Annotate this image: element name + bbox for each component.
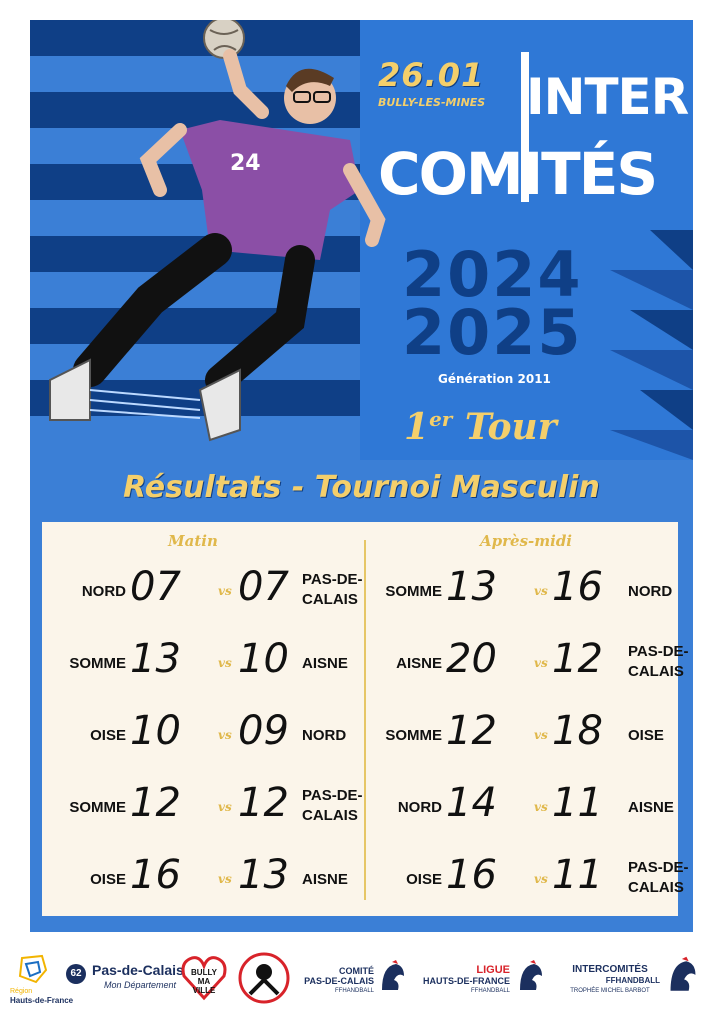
intercomites-line2: FFHANDBALL: [605, 976, 660, 985]
away-team: AISNE: [628, 799, 674, 816]
region-line1: Région: [10, 988, 33, 995]
home-team: NORD: [81, 583, 126, 600]
away-score: 13: [238, 852, 289, 898]
vs-label: vs: [534, 656, 548, 670]
home-team: OISE: [90, 871, 126, 888]
away-score: 10: [238, 636, 289, 682]
ligue-line1: LIGUE: [476, 964, 510, 976]
away-score: 11: [552, 780, 603, 826]
vs-label: vs: [218, 800, 232, 814]
vs-label: vs: [534, 584, 548, 598]
morning-header: Matin: [168, 532, 218, 550]
match-row: [42, 708, 678, 764]
poster: [30, 20, 693, 932]
away-score: 09: [238, 708, 289, 754]
comite-line2: PAS-DE-CALAIS: [304, 976, 374, 986]
home-score: 12: [130, 780, 181, 826]
away-team: PAS-DE-​CALAIS: [628, 859, 689, 896]
away-team: OISE: [628, 727, 664, 744]
vs-label: vs: [534, 872, 548, 886]
jersey-number: 24: [230, 151, 261, 176]
away-team: NORD: [302, 727, 347, 744]
home-team: OISE: [90, 727, 126, 744]
vs-label: vs: [218, 728, 232, 742]
away-team: AISNE: [302, 655, 348, 672]
tour-label: [404, 406, 557, 448]
afternoon-header: Après-midi: [480, 532, 572, 550]
sponsor-bar: [0, 944, 723, 1024]
home-score: 12: [446, 708, 497, 754]
match-row: [42, 636, 689, 692]
home-score: 13: [130, 636, 181, 682]
match-row: [42, 780, 678, 836]
home-team: SOMME: [69, 799, 126, 816]
home-score: 20: [446, 636, 497, 682]
away-team: PAS-DE-​CALAIS: [302, 571, 363, 608]
generation-label: Génération 2011: [438, 372, 551, 386]
rooster-icon: [378, 960, 408, 994]
season-years: [402, 238, 583, 369]
away-score: 11: [552, 852, 603, 898]
intercomites-line1: INTERCOMITÉS: [572, 964, 648, 975]
ligue-line3: FFHANDBALL: [470, 988, 510, 994]
title-line1: INTER: [526, 68, 689, 126]
vs-label: vs: [534, 800, 548, 814]
hero-section: [30, 20, 693, 460]
pasdecalais-tagline: Mon Département: [104, 980, 177, 990]
intercomites-line3: TROPHÉE MICHEL BARBOT: [570, 988, 650, 994]
match-row: [42, 852, 689, 908]
pasdecalais-name: Pas-de-Calais: [92, 962, 184, 978]
event-date: 26.01: [378, 56, 485, 94]
vs-label: vs: [534, 728, 548, 742]
vs-label: vs: [218, 584, 232, 598]
handball-club-logo-icon: [236, 950, 292, 1006]
department-number: 62: [66, 964, 86, 984]
home-team: OISE: [406, 871, 442, 888]
tour-word: Tour: [464, 406, 557, 448]
home-score: 07: [130, 564, 181, 610]
handball-player-illustration: [30, 20, 390, 460]
away-score: 12: [552, 636, 603, 682]
vs-label: vs: [218, 656, 232, 670]
rooster-icon: [666, 956, 700, 996]
home-score: 16: [446, 852, 497, 898]
away-team: PAS-DE-​CALAIS: [628, 643, 689, 680]
year-start: 2024: [402, 238, 583, 311]
tour-suffix: er: [429, 407, 453, 431]
home-team: NORD: [397, 799, 442, 816]
away-team: AISNE: [302, 871, 348, 888]
home-score: 14: [446, 780, 497, 826]
bully-text: BULLY MA VILLE: [191, 968, 217, 995]
event-city: BULLY-LES-MINES: [378, 96, 486, 109]
title-line2: COMITÉS: [378, 140, 657, 208]
away-score: 16: [552, 564, 603, 610]
away-team: NORD: [628, 583, 673, 600]
home-team: AISNE: [396, 655, 442, 672]
rooster-icon: [516, 960, 546, 994]
away-score: 07: [238, 564, 289, 610]
results-panel: [42, 522, 689, 916]
away-team: PAS-DE-​CALAIS: [302, 787, 363, 824]
home-score: 16: [130, 852, 181, 898]
comite-line3: FFHANDBALL: [334, 988, 374, 994]
region-line2: Hauts-de-France: [10, 996, 74, 1005]
match-row: [42, 564, 678, 620]
away-score: 18: [552, 708, 603, 754]
away-score: 12: [238, 780, 289, 826]
home-score: 13: [446, 564, 497, 610]
vs-label: vs: [218, 872, 232, 886]
triangle-pattern-icon: [610, 230, 693, 460]
region-map-icon: [16, 954, 50, 984]
ligue-line2: HAUTS-DE-FRANCE: [423, 976, 510, 986]
year-end: 2025: [402, 296, 583, 369]
results-title: Résultats - Tournoi Masculin: [123, 470, 600, 505]
home-team: SOMME: [69, 655, 126, 672]
tour-number: 1: [404, 406, 430, 448]
home-team: SOMME: [385, 727, 442, 744]
home-score: 10: [130, 708, 181, 754]
home-team: SOMME: [385, 583, 442, 600]
comite-line1: COMITÉ: [339, 966, 374, 976]
